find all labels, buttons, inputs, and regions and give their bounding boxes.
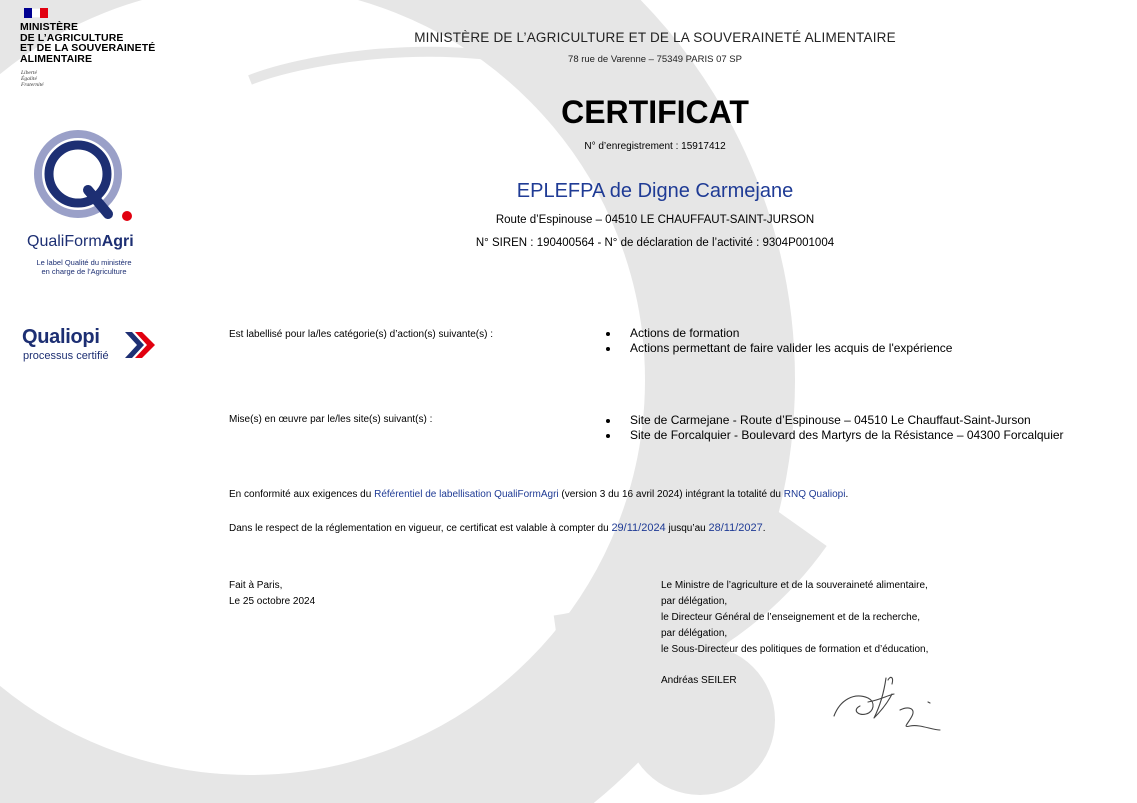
list-item <box>606 341 952 356</box>
conformity-prefix: En conformité aux exigences du <box>229 489 375 500</box>
conformity-middle: (version 3 du 16 avril 2024) intégrant la totalité du <box>558 489 784 500</box>
ministry-logo-text <box>20 22 155 64</box>
validity-middle: jusqu’au <box>665 523 709 534</box>
validity-suffix: . <box>762 523 766 534</box>
qualiopi-subtitle: processus certifié <box>23 350 109 362</box>
ministry-logo-line: ALIMENTAIRE <box>20 52 93 65</box>
signatory-line: Le Ministre de l’agriculture et de la souveraineté alimentaire, <box>661 580 928 591</box>
signatory-line: le Directeur Général de l’enseignement et de la recherche, <box>661 612 921 623</box>
qualiformagri-q-icon <box>30 128 140 228</box>
validity-end-date: 28/11/2027 <box>708 522 763 534</box>
handwritten-signature <box>828 672 948 742</box>
organization-address: Route d’Espinouse – 04510 LE CHAUFFAUT-SAINT-JURSON <box>495 214 815 226</box>
certificate-title: CERTIFICAT <box>561 94 749 130</box>
signatory-block <box>661 578 928 658</box>
motto-line: Liberté <box>21 70 37 76</box>
place-date-block <box>229 578 315 610</box>
categories-list <box>606 326 952 356</box>
list-item <box>606 413 1064 428</box>
bullet-icon <box>606 434 610 438</box>
qualiformagri-logo-text <box>27 233 134 251</box>
motto-line: Fraternité <box>21 82 44 88</box>
sites-list <box>606 413 1064 443</box>
signatory-line: par délégation, <box>661 628 728 639</box>
categories-label: Est labellisé pour la/les catégorie(s) d’action(s) suivante(s) : <box>229 329 493 340</box>
signatory-name: Andréas SEILER <box>661 675 737 686</box>
bullet-icon <box>606 332 610 336</box>
registration-number: N° d’enregistrement : 15917412 <box>584 141 726 152</box>
list-item <box>606 428 1064 443</box>
ministry-address: 78 rue de Varenne – 75349 PARIS 07 SP <box>568 54 742 65</box>
signatory-line: le Sous-Directeur des politiques de formation et d’éducation, <box>661 644 929 655</box>
site-item: Site de Carmejane - Route d’Espinouse – 04510 Le Chauffaut-Saint-Jurson <box>630 413 1031 427</box>
republic-motto <box>21 70 44 88</box>
motto-line: Égalité <box>21 76 37 82</box>
conformity-suffix: . <box>845 489 849 500</box>
bullet-icon <box>606 419 610 423</box>
referential-name: Référentiel de labellisation QualiFormAgri <box>374 489 559 500</box>
validity-statement <box>229 522 766 534</box>
organization-name: EPLEFPA de Digne Carmejane <box>516 180 794 202</box>
qfa-agri: Agri <box>101 233 134 250</box>
conformity-statement <box>229 489 848 500</box>
organization-identifiers: N° SIREN : 190400564 - N° de déclaration de l’activité : 9304P001004 <box>475 237 835 249</box>
qfa-tagline-2: en charge de l’Agriculture <box>41 267 127 276</box>
sites-label: Mise(s) en œuvre par le/les site(s) suivant(s) : <box>229 414 433 425</box>
validity-start-date: 29/11/2024 <box>611 522 666 534</box>
site-item: Site de Forcalquier - Boulevard des Martyrs de la Résistance – 04300 Forcalquier <box>630 428 1064 442</box>
date-line: Le 25 octobre 2024 <box>229 596 316 607</box>
ministry-logo-line: DE L’AGRICULTURE <box>20 31 124 44</box>
qfa-quali: Quali <box>27 233 65 250</box>
qfa-tagline-1: Le label Qualité du ministère <box>36 258 132 267</box>
signatory-line: par délégation, <box>661 596 728 607</box>
place-line: Fait à Paris, <box>229 580 283 591</box>
qfa-form: Form <box>64 233 102 250</box>
rnq-name: RNQ Qualiopi <box>783 489 846 500</box>
bullet-icon <box>606 347 610 351</box>
qualiopi-logo-text: Qualiopi <box>22 326 100 348</box>
french-flag-icon <box>24 8 48 18</box>
qualiopi-arrows-icon <box>123 330 157 360</box>
ministry-title: MINISTÈRE DE L’AGRICULTURE ET DE LA SOUVERAINETÉ ALIMENTAIRE <box>414 30 896 45</box>
ministry-logo-line: ET DE LA SOUVERAINETÉ <box>20 42 156 54</box>
qualiformagri-tagline <box>20 258 148 276</box>
list-item <box>606 326 952 341</box>
ministry-logo-line: MINISTÈRE <box>20 21 79 33</box>
category-item: Actions de formation <box>630 326 740 340</box>
validity-prefix: Dans le respect de la réglementation en vigueur, ce certificat est valable à compter du <box>229 523 612 534</box>
category-item: Actions permettant de faire valider les acquis de l'expérience <box>630 341 953 355</box>
